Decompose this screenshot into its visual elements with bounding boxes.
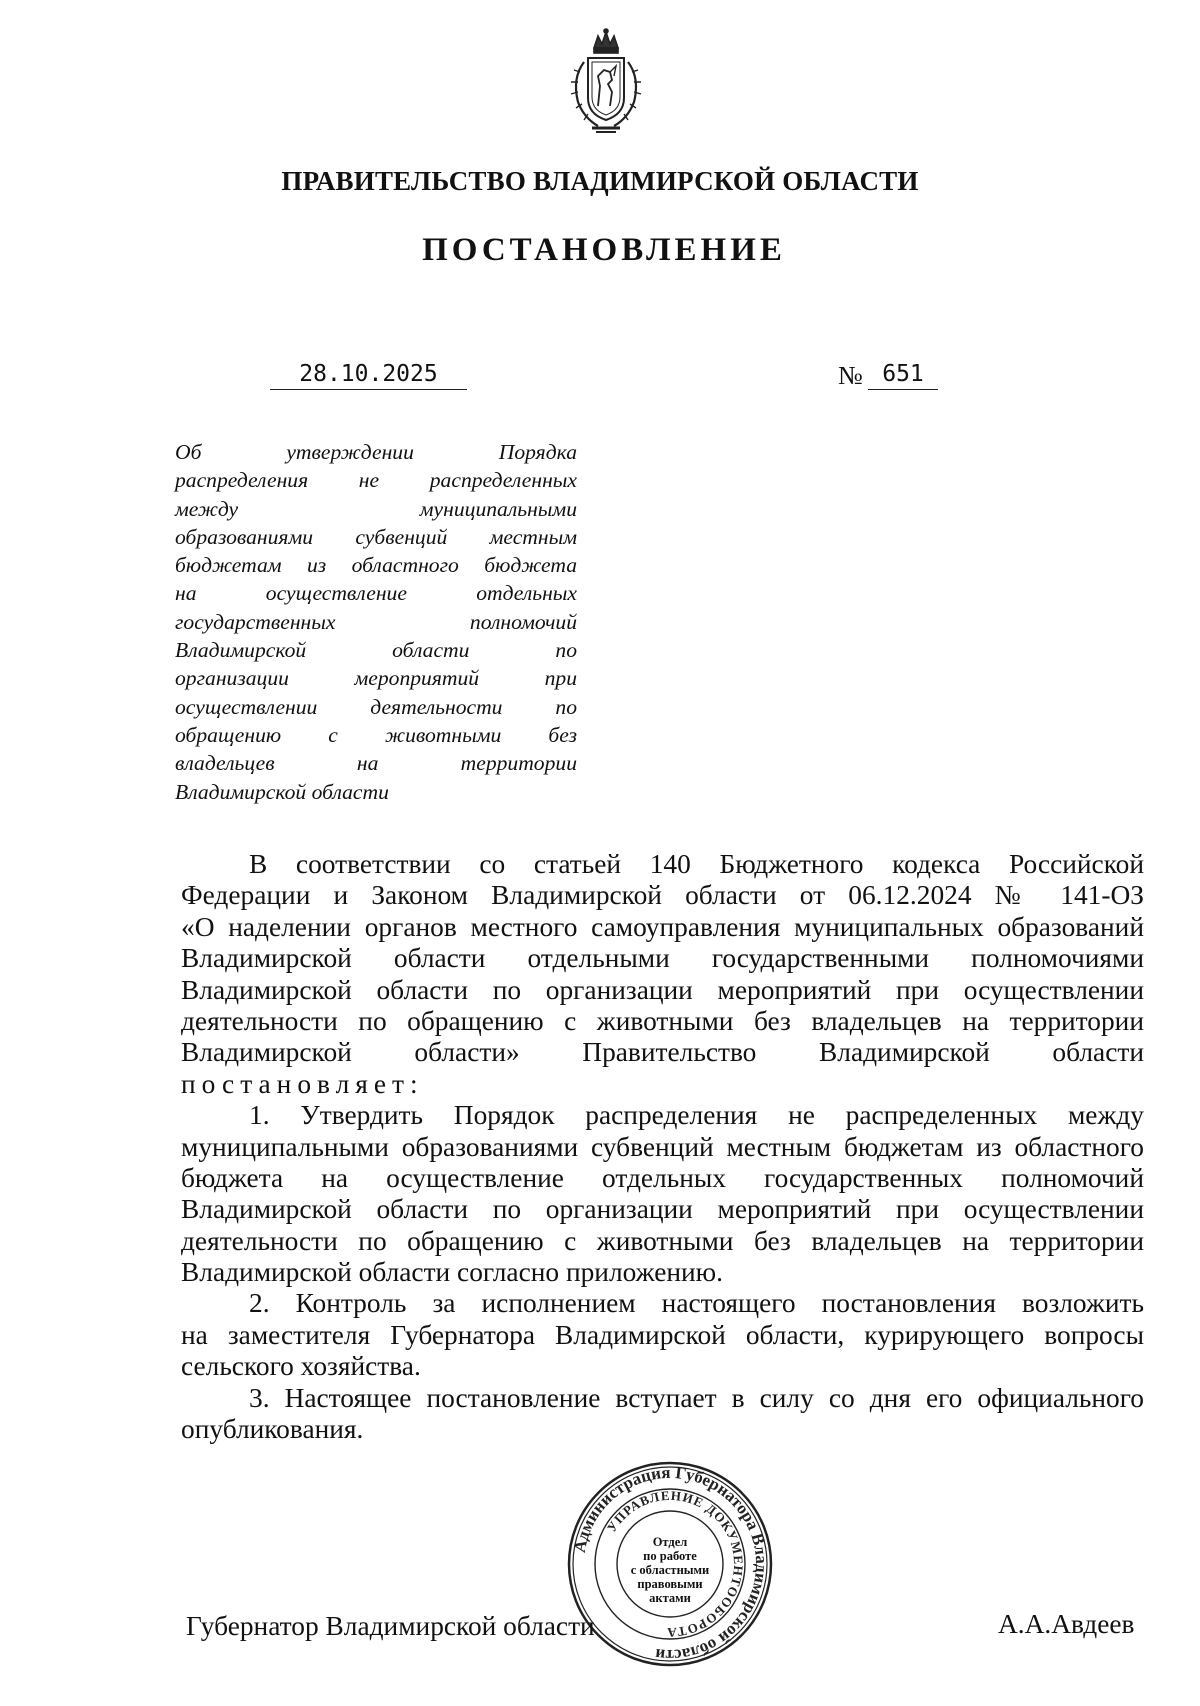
subject-line: образованиями субвенций местным [175,524,577,549]
item-1-line: Владимирской области по организации мероприятий при осуществлении [181,1194,1144,1225]
preamble-line: В соответствии со статьей 140 Бюджетного кодекса Российской [249,849,1144,879]
preamble-line: Владимирской области» Правительство Владимирской области [181,1037,1144,1068]
document-number: 651 [868,359,938,390]
stamp-center-line: правовыми [637,1577,703,1591]
stamp-center-line: по работе [643,1549,697,1563]
subject-line: осуществлении деятельности по [175,694,577,719]
preamble-line: деятельности по обращению с животными без владельцев на территории [181,1005,1144,1036]
coat-of-arms-emblem [558,28,654,136]
item-2-line: на заместителя Губернатора Владимирской области, курирующего вопросы [181,1319,1144,1350]
item-1-line: деятельности по обращению с животными без владельцев на территории [181,1225,1144,1256]
document-type-title: ПОСТАНОВЛЕНИЕ [422,232,786,268]
subject-line: между муниципальными [175,496,577,521]
preamble-line: Владимирской области по организации мероприятий при осуществлении [181,974,1144,1005]
subject-line: государственных полномочий [175,609,577,634]
number-label: № [838,361,863,390]
stamp-center-line: с областными [630,1563,710,1577]
subject-line: бюджетам из областного бюджета [175,553,577,578]
item-3-line: опубликования. [181,1414,364,1445]
subject-line: распределения не распределенных [175,468,577,493]
item-3-line: 3. Настоящее постановление вступает в силу со дня его официального [249,1382,1144,1413]
stamp-inner-text: УПРАВЛЕНИЕ ДОКУМЕНТООБОРОТА [603,1487,747,1641]
preamble-line: Владимирской области отдельными государственными полномочиями [181,943,1144,974]
item-2-line: сельского хозяйства. [181,1351,421,1382]
preamble-line: Федерации и Законом Владимирской области от 06.12.2024 № 141-ОЗ [181,880,1144,911]
signer-position: Губернатор Владимирской области [186,1611,595,1641]
document-body [181,849,1144,1445]
stamp-center-line: Отдел [652,1535,688,1549]
subject-line: Об утверждении Порядка [175,440,577,464]
stamp-center-text [614,1535,726,1605]
document-subject [175,438,577,806]
document-date: 28.10.2025 [270,359,467,390]
subject-line: обращению с животными без [175,722,577,747]
subject-line: организации мероприятий при [175,666,577,691]
item-2-line: 2. Контроль за исполнением настоящего постановления возложить [249,1288,1144,1319]
signer-name: А.А.Авдеев [998,1609,1135,1639]
subject-line: владельцев на территории [175,751,577,776]
item-1-line: бюджета на осуществление отдельных государственных полномочий [181,1162,1144,1193]
subject-line: на осуществление отдельных [175,581,577,606]
subject-line: Владимирской области [175,779,389,804]
organization-title: ПРАВИТЕЛЬСТВО ВЛАДИМИРСКОЙ ОБЛАСТИ [281,166,919,196]
decree-word: постановляет: [181,1068,424,1099]
stamp-center-line: актами [649,1591,691,1605]
stamp-outer-text: Администрация Губернатора Владимирской области [569,1462,772,1666]
item-1-line: муниципальными образованиями субвенций местным бюджетам из областного [181,1131,1144,1162]
subject-line: Владимирской области по [175,638,577,663]
item-1-line: 1. Утвердить Порядок распределения не распределенных между [249,1100,1144,1131]
preamble-line: «О наделении органов местного самоуправления муниципальных образований [181,911,1144,942]
item-1-line: Владимирской области согласно приложению. [181,1257,723,1288]
